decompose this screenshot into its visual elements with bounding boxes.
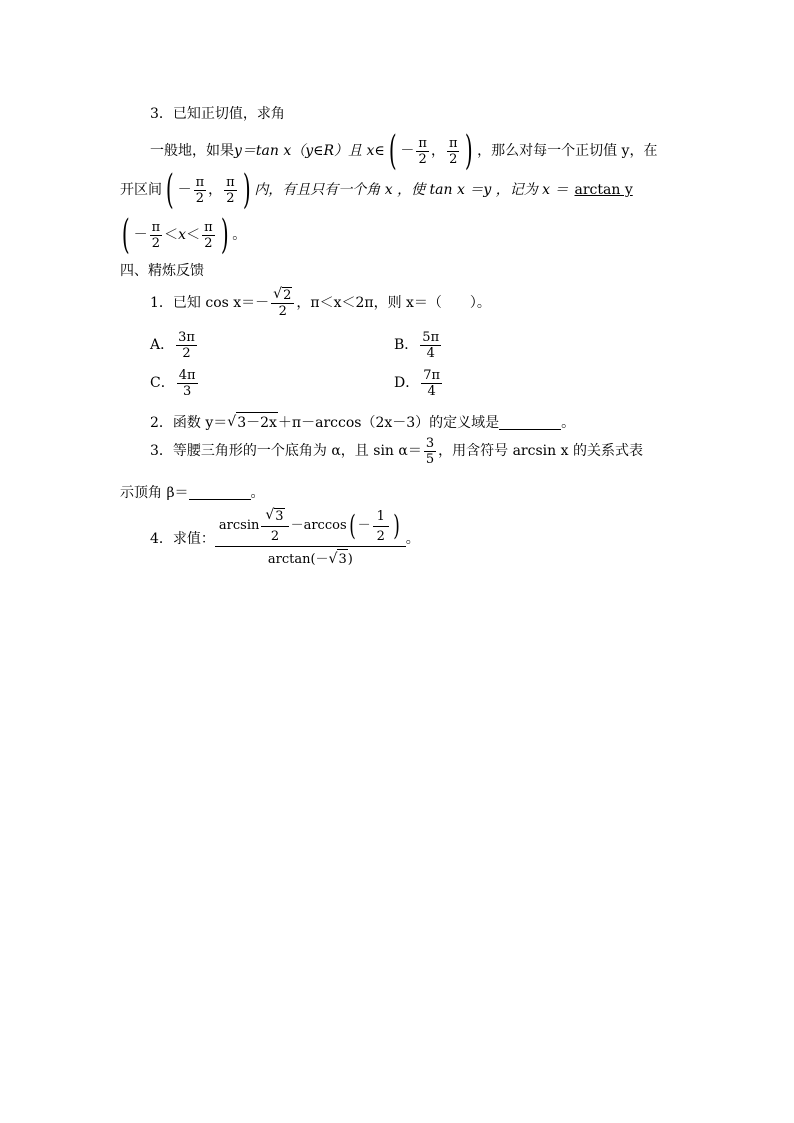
numerator: 4π (178, 367, 196, 383)
denominator: 3 (182, 383, 192, 399)
fraction-pi-over-2 (150, 220, 163, 251)
arcsin-label: arcsin (218, 518, 260, 533)
left-paren: ( (348, 509, 356, 542)
fraction-sqrt2-over-2 (271, 287, 294, 319)
denominator (264, 547, 357, 570)
minus: － (290, 518, 304, 533)
answer-blank[interactable] (499, 416, 561, 430)
minus: － (177, 182, 192, 198)
section-3-title: 3．已知正切值，求角 (150, 106, 285, 122)
fraction-pi-over-2 (202, 220, 215, 251)
denominator: 2 (151, 235, 161, 251)
numerator: 3 (425, 435, 435, 451)
sqrt: √ 3 (329, 549, 348, 570)
text: 。 (405, 531, 420, 547)
denominator: 2 (270, 529, 280, 544)
right-paren: ) (220, 212, 229, 258)
text: 一般地，如果 (150, 143, 234, 159)
arccos-label: arccos (303, 518, 347, 533)
radicand: 3 (337, 549, 347, 570)
text: ，用含符号 arcsin x 的关系式表 (438, 443, 643, 459)
text: ，那么对每一个正切值 y，在 (477, 143, 658, 159)
left-paren: ( (121, 212, 130, 258)
option-label: A． (150, 337, 175, 353)
fraction-pi-over-2 (447, 136, 460, 167)
denominator: 4 (427, 383, 436, 399)
option-c[interactable] (150, 365, 200, 401)
sqrt: √ 3 (265, 507, 284, 524)
option-label: B． (394, 337, 419, 353)
answer-arctan-y: arctan y (574, 182, 633, 198)
text: 。 (561, 414, 576, 431)
text: ，π＜x＜2π，则 x＝（ ）。 (296, 295, 491, 311)
section-3-paragraph-line-2 (120, 167, 633, 213)
option-fraction (420, 330, 441, 361)
text: y＝tan x（y∈R）且 x∈ (234, 143, 385, 159)
sqrt: √ 2 (273, 286, 292, 303)
text: 示顶角 β＝ (120, 485, 189, 501)
text: 内，有且只有一个角 x ，使 tan x ＝y ，记为 x ＝ (254, 182, 569, 198)
left-paren: ( (165, 167, 174, 213)
text: 3．等腰三角形的一个底角为 α，且 sin α＝ (150, 443, 422, 459)
denominator: 4 (426, 345, 435, 361)
text: 4．求值： (150, 531, 215, 547)
less-than: ＜ (186, 227, 201, 243)
option-fraction (421, 368, 442, 399)
denominator: 2 (449, 151, 458, 167)
fraction-pi-over-2 (224, 175, 237, 206)
minus: － (133, 227, 148, 243)
option-fraction (176, 330, 197, 361)
radicand: 3 (275, 509, 284, 524)
option-b[interactable] (394, 327, 443, 363)
answer-blank[interactable] (189, 486, 251, 500)
numerator: π (418, 135, 427, 151)
minus: － (357, 518, 371, 533)
left-paren: ( (388, 128, 397, 174)
denominator: 2 (195, 190, 205, 206)
right-paren: ) (242, 167, 251, 213)
numerator: π (226, 174, 235, 190)
period: 。 (232, 227, 247, 243)
denominator: 5 (425, 451, 435, 467)
numerator: 5π (422, 329, 440, 345)
text: 1．已知 cos x＝－ (150, 295, 270, 311)
denominator: 2 (418, 151, 427, 167)
numerator: π (151, 219, 161, 235)
numerator: 1 (373, 509, 389, 527)
text: 。 (250, 485, 265, 501)
question-1 (150, 285, 491, 321)
comma: ， (430, 143, 445, 159)
numerator: 7π (423, 367, 441, 383)
denominator: 2 (278, 304, 287, 319)
fraction-3-over-5 (424, 436, 436, 467)
radicand: 3－2x (236, 412, 278, 433)
question-2 (150, 412, 575, 433)
option-label: C． (150, 375, 175, 391)
option-d[interactable] (394, 365, 444, 401)
denominator: 2 (204, 235, 213, 251)
text: 2．函数 y＝ (150, 414, 228, 431)
denominator: 2 (182, 345, 191, 361)
fraction-pi-over-2 (194, 175, 207, 206)
arctan-label: arctan(－ (267, 551, 329, 567)
numerator: π (448, 135, 458, 151)
section-4-heading: 四、精炼反馈 (120, 263, 204, 279)
comma: ， (208, 182, 223, 198)
option-fraction (177, 368, 198, 399)
numerator: π (204, 219, 213, 235)
denominator: 2 (376, 528, 385, 544)
option-label: D． (394, 375, 420, 391)
fraction-1-over-2 (373, 509, 389, 544)
question-3-continued (120, 483, 265, 503)
option-a[interactable] (150, 327, 199, 363)
section-3-paragraph-line-3 (118, 212, 247, 258)
less-than: ＜ (164, 227, 179, 243)
text: ＋π－arccos（2x－3）的定义域是 (277, 414, 500, 431)
right-paren: ) (393, 509, 400, 542)
numerator (215, 508, 406, 547)
question-4 (150, 502, 420, 576)
section-3-paragraph-line-1 (150, 128, 658, 174)
denominator: 2 (226, 190, 235, 206)
minus: － (400, 143, 415, 159)
variable-x: x (178, 227, 187, 243)
fraction-sqrt3-over-2 (261, 508, 288, 544)
numerator (271, 287, 294, 304)
numerator: 3π (178, 329, 195, 345)
question-3 (150, 433, 643, 469)
fraction-pi-over-2 (416, 136, 429, 167)
right-paren: ) (465, 128, 474, 174)
sqrt: √ 3－2x (227, 414, 277, 431)
radicand: 2 (283, 288, 292, 303)
close-paren: ) (347, 551, 353, 567)
big-fraction (215, 508, 406, 570)
numerator (261, 508, 288, 527)
text: 开区间 (120, 182, 162, 198)
numerator: π (195, 174, 205, 190)
